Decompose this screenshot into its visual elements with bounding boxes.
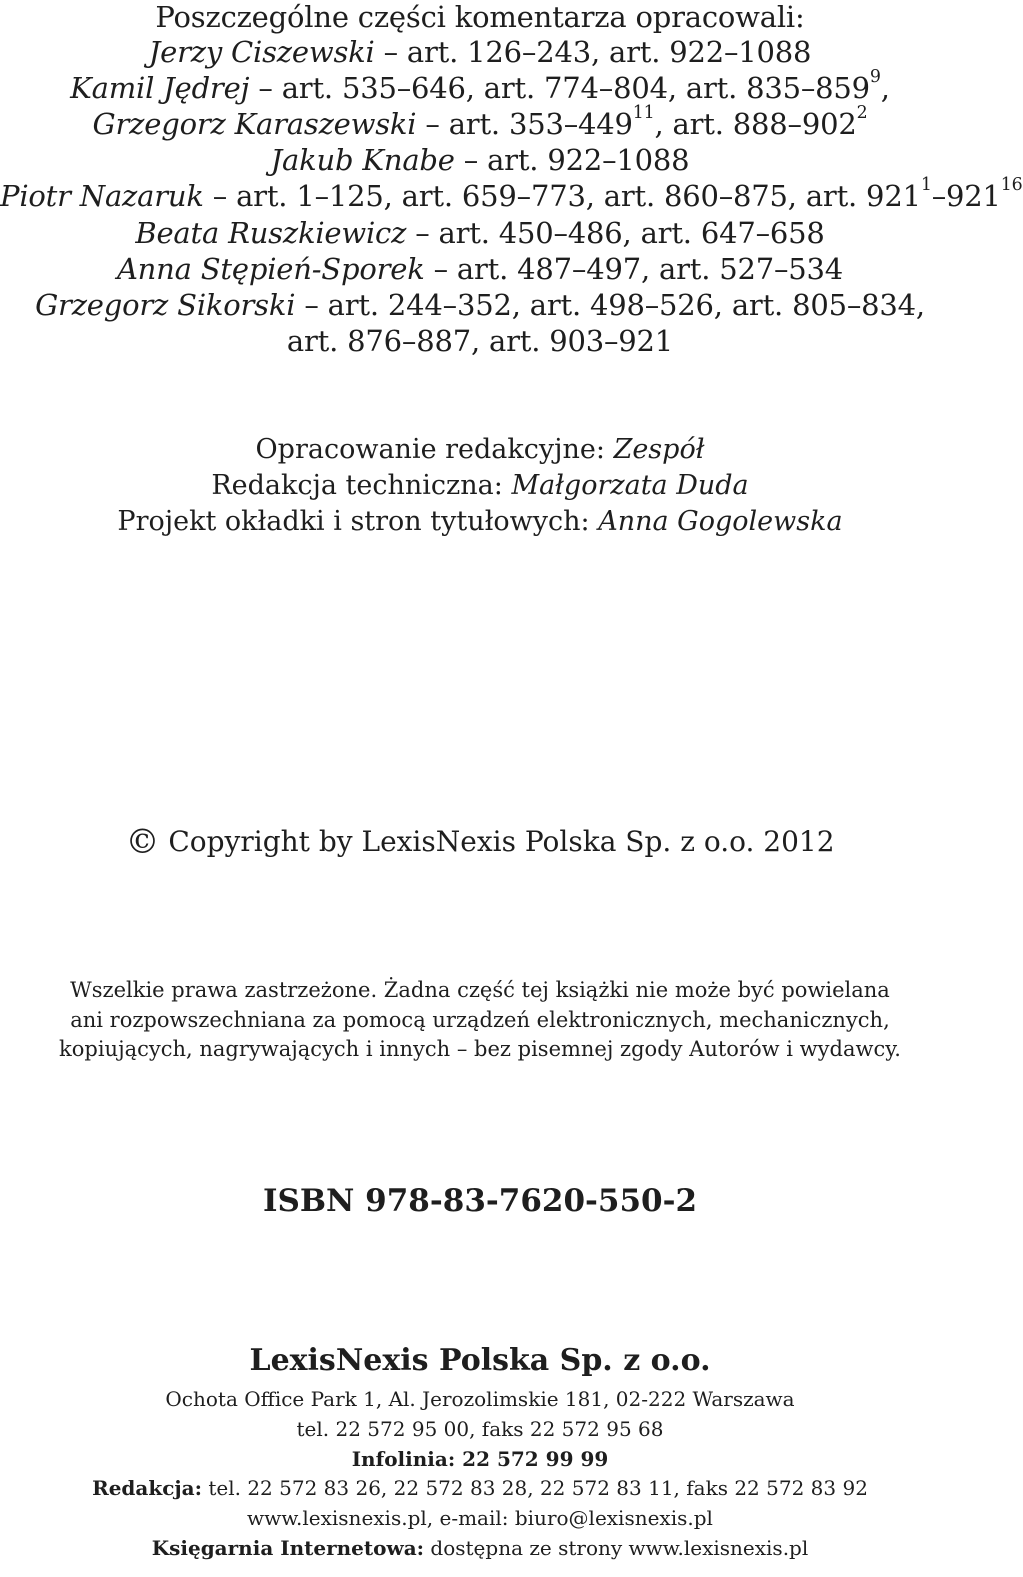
author-articles-tail: –921 bbox=[931, 179, 1001, 213]
author-articles: – art. 450–486, art. 647–658 bbox=[406, 216, 825, 250]
author-name: Grzegorz Sikorski bbox=[35, 288, 296, 322]
copyright-notice bbox=[0, 822, 960, 862]
authors-heading: Poszczególne części komentarza opracowali: bbox=[155, 0, 805, 34]
credit-label: Redakcja techniczna: bbox=[211, 470, 512, 501]
author-articles: – art. 244–352, art. 498–526, art. 805–834, bbox=[295, 288, 925, 322]
author-line bbox=[0, 288, 960, 322]
isbn: ISBN 978-83-7620-550-2 bbox=[262, 1183, 698, 1219]
superscript: 16 bbox=[1000, 175, 1023, 195]
author-line bbox=[0, 252, 960, 286]
credit-value: Anna Gogolewska bbox=[598, 506, 843, 537]
author-name: Kamil Jędrej bbox=[70, 71, 250, 105]
author-articles: – art. 487–497, art. 527–534 bbox=[424, 252, 844, 286]
author-name: Jakub Knabe bbox=[270, 143, 455, 177]
rights-line: ani rozpowszechniana za pomocą urządzeń elektronicznych, mechanicznych, bbox=[70, 1008, 890, 1032]
publisher-web: www.lexisnexis.pl, e-mail: biuro@lexisnexis.pl bbox=[247, 1506, 713, 1530]
editorial-credit bbox=[0, 434, 960, 465]
credit-value: Małgorzata Duda bbox=[511, 470, 749, 501]
author-articles: – art. 922–1088 bbox=[454, 143, 690, 177]
publisher-editorial bbox=[0, 1476, 960, 1500]
editorial-label: Redakcja: bbox=[92, 1476, 202, 1500]
author-line bbox=[0, 216, 960, 250]
author-line bbox=[0, 175, 1023, 213]
author-articles-tail: , bbox=[880, 71, 890, 105]
technical-credit bbox=[0, 470, 960, 501]
superscript: 11 bbox=[632, 103, 655, 123]
copyright-icon: © bbox=[125, 822, 160, 862]
rights-line: kopiujących, nagrywających i innych – bez pisemnej zgody Autorów i wydawcy. bbox=[59, 1037, 901, 1061]
rights-line: Wszelkie prawa zastrzeżone. Żadna część tej książki nie może być powielana bbox=[70, 978, 890, 1002]
author-line bbox=[0, 103, 960, 141]
author-line-continuation: art. 876–887, art. 903–921 bbox=[286, 324, 674, 358]
author-articles: – art. 1–125, art. 659–773, art. 860–875, art. 921 bbox=[203, 179, 921, 213]
shop-label: Księgarnia Internetowa: bbox=[151, 1536, 425, 1560]
author-name: Beata Ruszkiewicz bbox=[135, 216, 407, 250]
author-name: Anna Stępień-Sporek bbox=[116, 252, 425, 286]
superscript: 2 bbox=[856, 103, 868, 123]
credit-label: Projekt okładki i stron tytułowych: bbox=[117, 506, 599, 537]
author-articles: – art. 535–646, art. 774–804, art. 835–859 bbox=[249, 71, 870, 105]
author-articles: – art. 126–243, art. 922–1088 bbox=[374, 35, 812, 69]
editorial-contact: tel. 22 572 83 26, 22 572 83 28, 22 572 83 11, faks 22 572 83 92 bbox=[201, 1476, 868, 1500]
hotline-text: Infolinia: 22 572 99 99 bbox=[351, 1447, 609, 1471]
credit-value: Zespół bbox=[613, 434, 705, 465]
cover-credit bbox=[0, 506, 960, 537]
author-name: Piotr Nazaruk bbox=[0, 179, 204, 213]
author-name: Jerzy Ciszewski bbox=[148, 35, 375, 69]
author-name: Grzegorz Karaszewski bbox=[92, 107, 417, 141]
credit-label: Opracowanie redakcyjne: bbox=[255, 434, 614, 465]
publisher-shop bbox=[0, 1536, 960, 1560]
publisher-hotline bbox=[0, 1447, 960, 1471]
author-articles: – art. 353–449 bbox=[416, 107, 633, 141]
copyright-text: Copyright by LexisNexis Polska Sp. z o.o. 2012 bbox=[159, 825, 835, 858]
superscript: 1 bbox=[920, 175, 932, 195]
publisher-phone: tel. 22 572 95 00, faks 22 572 95 68 bbox=[296, 1417, 664, 1441]
author-line bbox=[0, 35, 960, 69]
author-line bbox=[0, 143, 960, 177]
author-articles-tail: , art. 888–902 bbox=[654, 107, 857, 141]
shop-value: dostępna ze strony www.lexisnexis.pl bbox=[424, 1536, 809, 1560]
superscript: 9 bbox=[869, 67, 881, 87]
author-line bbox=[0, 67, 960, 105]
publisher-name: LexisNexis Polska Sp. z o.o. bbox=[249, 1343, 711, 1378]
publisher-address: Ochota Office Park 1, Al. Jerozolimskie 181, 02-222 Warszawa bbox=[165, 1387, 795, 1411]
